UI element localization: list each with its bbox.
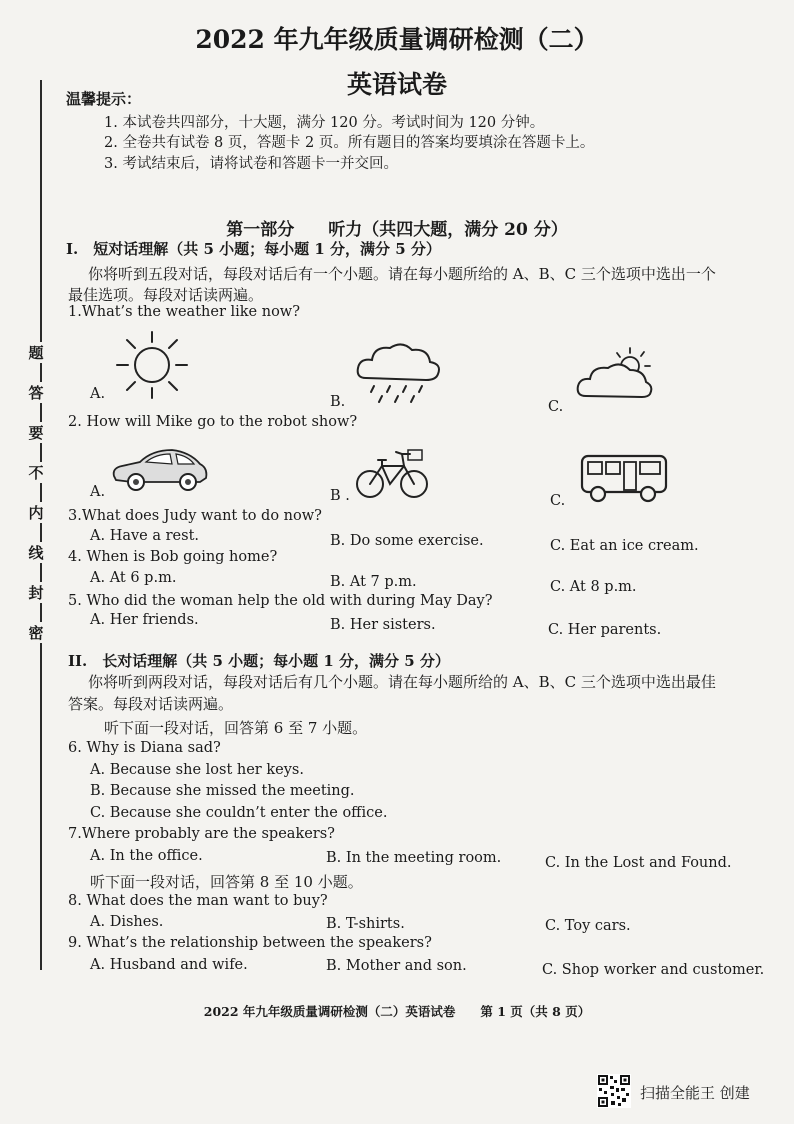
q8-option-c: C. Toy cars. xyxy=(545,918,631,934)
question-6: 6. Why is Diana sad? xyxy=(68,740,221,756)
section-two-title: II. 长对话理解（共 5 小题；每小题 1 分，满分 5 分） xyxy=(68,652,450,670)
qr-code-icon xyxy=(597,1074,631,1108)
seal-char: 题 xyxy=(26,342,46,363)
question-2: 2. How will Mike go to the robot show? xyxy=(68,414,358,430)
sun-icon xyxy=(112,330,192,400)
scanner-brand-watermark: 扫描全能王 创建 xyxy=(640,1084,750,1102)
q4-option-a: A. At 6 p.m. xyxy=(90,570,177,586)
rain-cloud-icon xyxy=(352,340,444,408)
q8-option-b: B. T-shirts. xyxy=(326,916,405,932)
q8-option-a: A. Dishes. xyxy=(90,914,164,930)
q4-option-c: C. At 8 p.m. xyxy=(550,579,637,595)
section-one-instructions: 你将听到五段对话，每段对话后有一个小题。请在每小题所给的 A、B、C 三个选项中选出一个 xyxy=(88,265,716,283)
q6-option-c: C. Because she couldn’t enter the office. xyxy=(90,805,388,821)
question-1: 1.What’s the weather like now? xyxy=(68,304,300,320)
q1-option-c: C. xyxy=(548,399,564,415)
question-5: 5. Who did the woman help the old with during May Day? xyxy=(68,593,493,609)
dialogue-two-note: 听下面一段对话，回答第 8 至 10 小题。 xyxy=(90,873,363,891)
question-7: 7.Where probably are the speakers? xyxy=(68,826,335,842)
seal-char: 答 xyxy=(26,382,46,403)
q6-option-a: A. Because she lost her keys. xyxy=(90,762,304,778)
q2-option-a: A. xyxy=(90,484,106,500)
q4-option-b: B. At 7 p.m. xyxy=(330,574,417,590)
q7-option-c: C. In the Lost and Found. xyxy=(545,855,732,871)
q7-option-b: B. In the meeting room. xyxy=(326,850,502,866)
q1-option-a: A. xyxy=(90,386,106,402)
q5-option-a: A. Her friends. xyxy=(90,612,199,628)
seal-char: 要 xyxy=(26,422,46,443)
q2-option-c: C. xyxy=(550,493,566,509)
car-icon xyxy=(110,442,210,494)
q1-option-b: B. xyxy=(330,394,346,410)
section-one-instructions-cont: 最佳选项。每段对话读两遍。 xyxy=(68,286,264,304)
tip-item: 2. 全卷共有试卷 8 页，答题卡 2 页。所有题目的答案均要填涂在答题卡上。 xyxy=(104,135,595,151)
question-9: 9. What’s the relationship between the speakers? xyxy=(68,935,432,951)
partly-cloudy-icon xyxy=(574,346,658,402)
q9-option-b: B. Mother and son. xyxy=(326,958,467,974)
question-4: 4. When is Bob going home? xyxy=(68,549,278,565)
part-one-title: 第一部分 听力（共四大题，满分 20 分） xyxy=(226,220,568,240)
tip-item: 1. 本试卷共四部分，十大题，满分 120 分。考试时间为 120 分钟。 xyxy=(104,115,545,131)
seal-char: 密 xyxy=(26,622,46,643)
bicycle-icon xyxy=(354,444,430,500)
q2-option-b: B . xyxy=(330,488,350,504)
tip-item: 3. 考试结束后，请将试卷和答题卡一并交回。 xyxy=(104,156,398,172)
q5-option-b: B. Her sisters. xyxy=(330,617,436,633)
section-one-title: I. 短对话理解（共 5 小题；每小题 1 分，满分 5 分） xyxy=(66,240,441,258)
bus-icon xyxy=(578,452,670,504)
q3-option-b: B. Do some exercise. xyxy=(330,533,484,549)
q3-option-c: C. Eat an ice cream. xyxy=(550,538,699,554)
q3-option-a: A. Have a rest. xyxy=(90,528,200,544)
q5-option-c: C. Her parents. xyxy=(548,622,662,638)
dialogue-one-note: 听下面一段对话，回答第 6 至 7 小题。 xyxy=(104,719,368,737)
q9-option-a: A. Husband and wife. xyxy=(90,957,248,973)
q9-option-c: C. Shop worker and customer. xyxy=(542,962,765,978)
seal-char: 不 xyxy=(26,462,46,483)
seal-margin-line xyxy=(40,80,42,970)
section-two-instructions-cont: 答案。每段对话读两遍。 xyxy=(68,695,234,713)
seal-char: 封 xyxy=(26,582,46,603)
section-two-instructions: 你将听到两段对话，每段对话后有几个小题。请在每小题所给的 A、B、C 三个选项中选出最佳 xyxy=(88,673,716,691)
question-3: 3.What does Judy want to do now? xyxy=(68,508,322,524)
exam-title: 2022 年九年级质量调研检测（二） xyxy=(195,25,599,54)
page-footer: 2022 年九年级质量调研检测（二）英语试卷 第 1 页（共 8 页） xyxy=(203,1004,591,1019)
q7-option-a: A. In the office. xyxy=(90,848,203,864)
question-8: 8. What does the man want to buy? xyxy=(68,893,328,909)
tips-label: 温馨提示： xyxy=(66,90,142,108)
q6-option-b: B. Because she missed the meeting. xyxy=(90,783,355,799)
seal-char: 内 xyxy=(26,502,46,523)
exam-subtitle: 英语试卷 xyxy=(346,70,447,99)
seal-char: 线 xyxy=(26,542,46,563)
